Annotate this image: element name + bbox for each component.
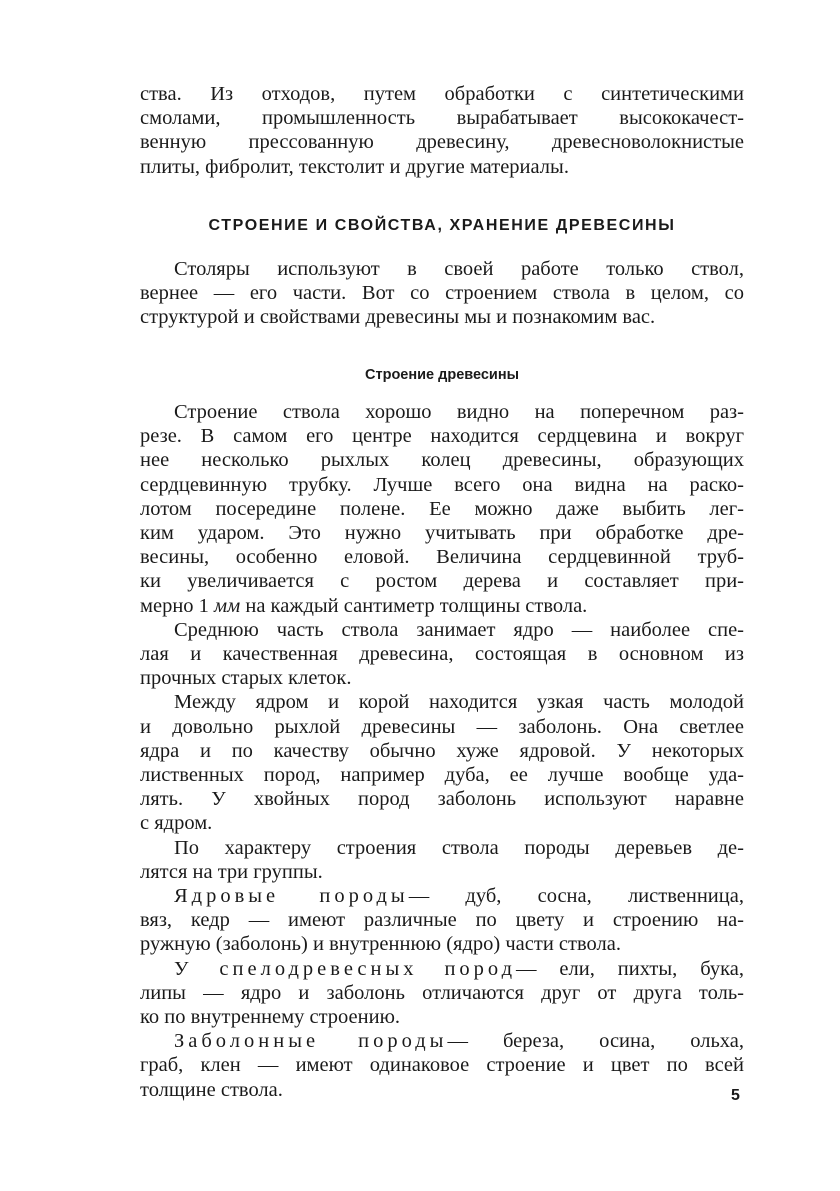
text-line: Столяры используют в своей работе только ствол, bbox=[174, 258, 744, 280]
text-line: Между ядром и корой находится узкая часть молодой bbox=[174, 691, 744, 714]
text-run: — ели, пихты, бука, bbox=[516, 957, 744, 980]
text-line: ружную (заболонь) и внутреннюю (ядро) части ствола. bbox=[140, 933, 621, 956]
paragraph-6 bbox=[140, 957, 744, 1030]
text-line: нее несколько рыхлых колец древесины, образующих bbox=[140, 449, 744, 472]
text-line: лять. У хвойных пород заболонь используют наравне bbox=[140, 788, 744, 811]
text-line bbox=[140, 884, 744, 908]
text-line: липы — ядро и заболонь отличаются друг от друга толь- bbox=[140, 981, 744, 1004]
text-line: вяз, кедр — имеют различные по цвету и строению на- bbox=[140, 909, 744, 932]
paragraph-2 bbox=[140, 618, 744, 691]
paragraph-3 bbox=[140, 690, 744, 835]
unit-mm: мм bbox=[214, 594, 241, 617]
text-line bbox=[140, 957, 744, 981]
text-line: лая и качественная древесина, состоящая в основном из bbox=[140, 643, 744, 666]
text-line: Среднюю часть ствола занимает ядро — наиболее спе- bbox=[174, 618, 744, 641]
paragraph-1 bbox=[140, 400, 744, 618]
text-line bbox=[140, 594, 744, 618]
text-run: — береза, осина, ольха, bbox=[447, 1030, 744, 1053]
subsection-body bbox=[140, 400, 744, 1102]
text-run: мерно 1 bbox=[140, 594, 215, 617]
text-line: вернее — его части. Вот со строением ствола в целом, со bbox=[140, 282, 744, 305]
text-line: лятся на три группы. bbox=[140, 860, 323, 883]
section-title: СТРОЕНИЕ И СВОЙСТВА, ХРАНЕНИЕ ДРЕВЕСИНЫ bbox=[208, 217, 676, 234]
text-line: лиственных пород, например дуба, ее лучше вообще уда- bbox=[140, 764, 744, 787]
text-line: плиты, фибролит, текстолит и другие материалы. bbox=[140, 155, 569, 178]
text-run: на каждый сантиметр толщины ствола. bbox=[240, 594, 588, 617]
paragraph-7 bbox=[140, 1029, 744, 1102]
text-line: ядра и по качеству обычно хуже ядровой. У некоторых bbox=[140, 739, 744, 762]
text-line: граб, клен — имеют одинаковое строение и цвет по всей bbox=[140, 1054, 744, 1077]
text-line: Строение ствола хорошо видно на поперечном раз- bbox=[174, 401, 744, 423]
paragraph-4 bbox=[140, 836, 744, 884]
text-line: и довольно рыхлой древесины — заболонь. Она светлее bbox=[140, 715, 744, 738]
text-line: По характеру строения ствола породы деревьев де- bbox=[174, 836, 744, 859]
text-run: — дуб, сосна, лиственница, bbox=[408, 885, 744, 908]
subsection-title: Строение древесины bbox=[365, 367, 519, 383]
text-line: ки увеличивается с ростом дерева и составляет при- bbox=[140, 570, 744, 593]
spaced-term: Ядровые породы bbox=[174, 885, 409, 908]
text-line: структурой и свойствами древесины мы и познакомим вас. bbox=[140, 306, 656, 329]
text-line: резе. В самом его центре находится сердцевина и вокруг bbox=[140, 425, 744, 448]
paragraph-5 bbox=[140, 884, 744, 957]
text-line: с ядром. bbox=[140, 812, 213, 835]
text-line: лотом посередине полене. Ее можно даже выбить лег- bbox=[140, 497, 744, 520]
spaced-term: У спелодревесных пород bbox=[174, 957, 516, 980]
text-line bbox=[140, 1029, 744, 1053]
section-intro bbox=[140, 257, 744, 330]
text-line: ким ударом. Это нужно учитывать при обработке дре- bbox=[140, 522, 744, 545]
spaced-term: Заболонные породы bbox=[174, 1030, 448, 1053]
continuation-paragraph bbox=[140, 82, 744, 179]
page-number: 5 bbox=[731, 1087, 740, 1104]
text-line: сердцевинную трубку. Лучше всего она видна на раско- bbox=[140, 473, 744, 496]
text-line: толщине ствола. bbox=[140, 1078, 283, 1101]
text-line: весины, особенно еловой. Величина сердцевинной труб- bbox=[140, 546, 744, 569]
text-line: смолами, промышленность вырабатывает высококачест- bbox=[140, 107, 744, 130]
text-line: ства. Из отходов, путем обработки с синтетическими bbox=[140, 83, 744, 105]
text-line: ко по внутреннему строению. bbox=[140, 1006, 401, 1029]
text-line: венную прессованную древесину, древесноволокнистые bbox=[140, 131, 744, 154]
text-line: прочных старых клеток. bbox=[140, 667, 352, 690]
